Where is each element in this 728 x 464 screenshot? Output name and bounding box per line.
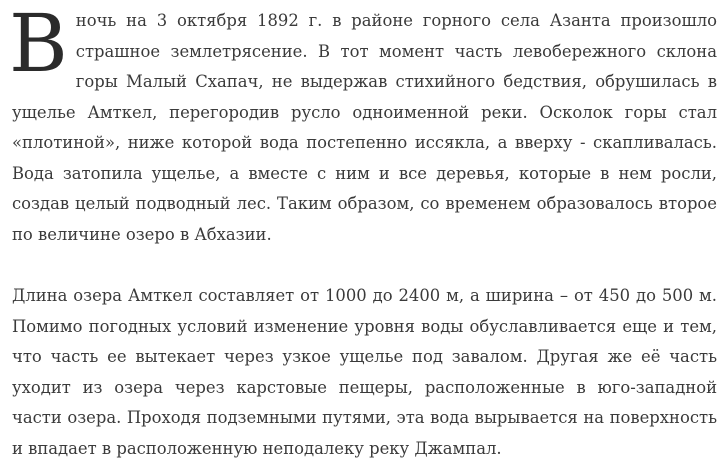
paragraph-earthquake-text: ночь на 3 октября 1892 г. в районе горного села Азанта произошло страшное землетрясение. В тот момент часть левобережного склона горы Малый Схапач, не выдержав стихийного бедствия, обрушилась в ущелье Амткел, перегородив русло одноименной реки. Осколок горы стал «плотиной», ниже которой вода постепенно иссякла, а вверху - скапливалась. Вода затопила ущелье, а вместе с ним и все деревья, которые в нем росли, создав целый подводный лес. Таким образом, со временем образовалось второе по величине озеро в Абхазии. (12, 11, 717, 244)
article-body (9, 0, 717, 464)
drop-cap-letter: В (9, 0, 68, 90)
paragraph-lake-dimensions-text: Длина озера Амткел составляет от 1000 до 2400 м, а ширина – от 450 до 500 м. Помимо погодных условий изменение уровня воды обуславливается еще и тем, что часть ее вытекает через узкое ущелье под завалом. Другая же её часть уходит из озера через карстовые пещеры, расположенные в юго-западной части озера. Проходя подземными путями, эта вода вырывается на поверхность и впадает в расположенную неподалеку реку Джампал. (12, 286, 717, 458)
paragraph-earthquake (9, 0, 717, 250)
paragraph-lake-dimensions (12, 281, 717, 464)
